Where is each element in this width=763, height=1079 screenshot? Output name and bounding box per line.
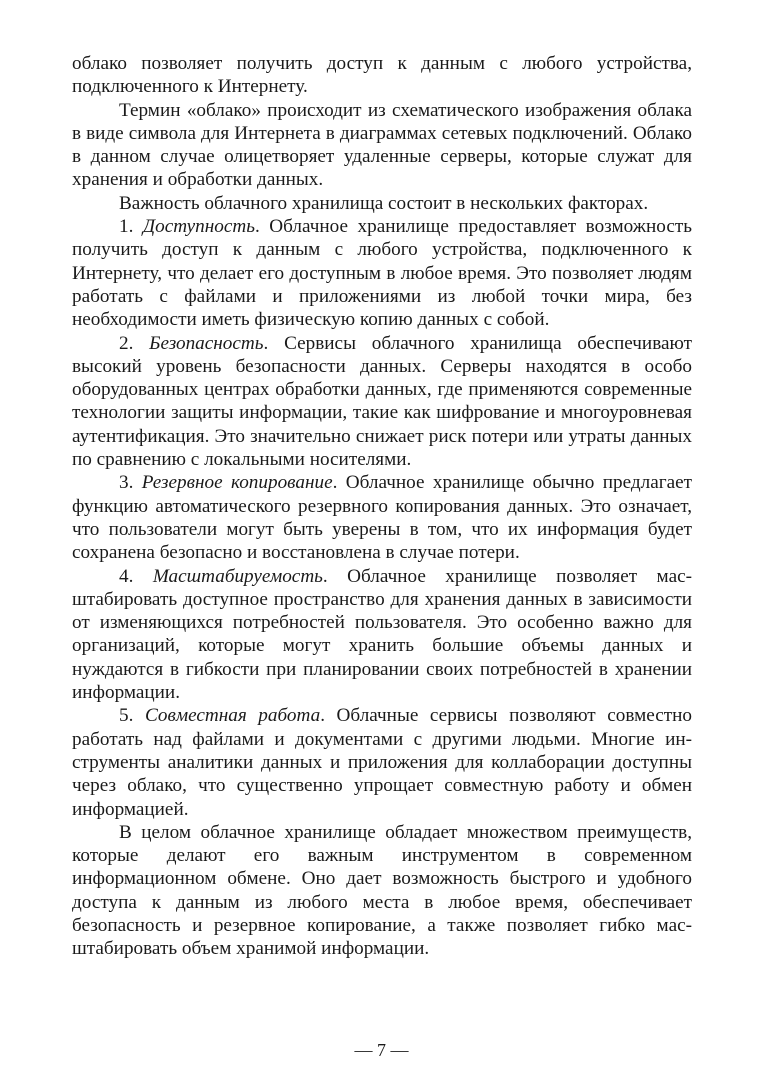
list-item-security	[72, 332, 692, 472]
list-item-number: 5.	[119, 705, 134, 727]
list-item-text: . Облачное хранилище обычно предлагает функцию автоматического резервного копирования данных. Это означает, что пользователи могут быть уверены в том, что их информация будет сохранена безопасно и восстановлена в случае потери.	[72, 472, 692, 564]
list-item-term: Безопасность	[149, 332, 264, 354]
list-item-text: . Облачные сервисы позволяют совместно работать над файлами и документами с другими людьми. Многие инструменты аналитики данных и приложения для коллаборации доступны через облако, что существенно упрощает совместную работу и обмен информацией.	[72, 705, 692, 820]
list-item-number: 4.	[119, 565, 134, 587]
list-item-term: Доступность	[142, 216, 255, 238]
page-body	[72, 52, 692, 961]
list-item-term: Масштабируемость	[152, 565, 323, 587]
paragraph-continuation: облако позволяет получить доступ к данным с любого устройства, подключенного к Интернету.	[72, 53, 692, 98]
page-number: — 7 —	[354, 1040, 409, 1060]
list-item-term: Резервное копирование	[141, 472, 333, 494]
list-item-text: . Сервисы облачного хранилища обеспечивают высокий уровень безопасности данных. Серверы находятся в особо оборудованных центрах обработки данных, где применяются современные технологии защиты информации, такие как шифрование и многоуровневая аутентификация. Это значительно снижает риск потери или утраты данных по сравнению с локальными носителями.	[72, 332, 692, 471]
list-item-collaboration	[72, 704, 692, 820]
list-item-text: . Облачное хранилище предоставляет возможность получить доступ к данным с любого устройства, подключенного к Интернету, что делает его доступным в любое время. Это позволяет людям работать с файлами и приложениями из любой точки мира, без необходимости иметь физическую копию данных с собой.	[72, 216, 692, 331]
paragraph-importance-intro: Важность облачного хранилища состоит в нескольких факторах.	[119, 192, 649, 214]
paragraph-cloud-term: Термин «облако» происходит из схематического изображения облака в виде символа для Интернета в диаграммах сетевых подключений. Облако в данном случае олицетворяет удаленные серверы, которые служат для хранения и обработки данных.	[72, 99, 692, 191]
paragraph-conclusion: В целом облачное хранилище обладает множеством преимуществ, которые делают его важным инструментом в современном информационном обмене. Оно дает возможность быстрого и удобного доступа к данным из любого места в любое время, обеспечивает безопасность и резервное копирование, а также позволяет гибко масштабировать объем хранимой информации.	[72, 821, 692, 960]
list-item-number: 3.	[119, 472, 134, 494]
list-item-number: 1.	[119, 216, 134, 238]
list-item-scalability	[72, 565, 692, 705]
list-item-availability	[72, 215, 692, 331]
list-item-number: 2.	[119, 332, 134, 354]
list-item-backup	[72, 471, 692, 564]
list-item-text: . Облачное хранилище позволяет масштабировать доступное пространство для хранения данных в зависимости от изменяющихся потребностей пользователя. Это особенно важно для организаций, которые могут хранить большие объемы данных и нуждаются в гибкости при планировании своих потребностей в хранении информации.	[72, 565, 692, 704]
list-item-term: Совместная работа	[144, 705, 321, 727]
